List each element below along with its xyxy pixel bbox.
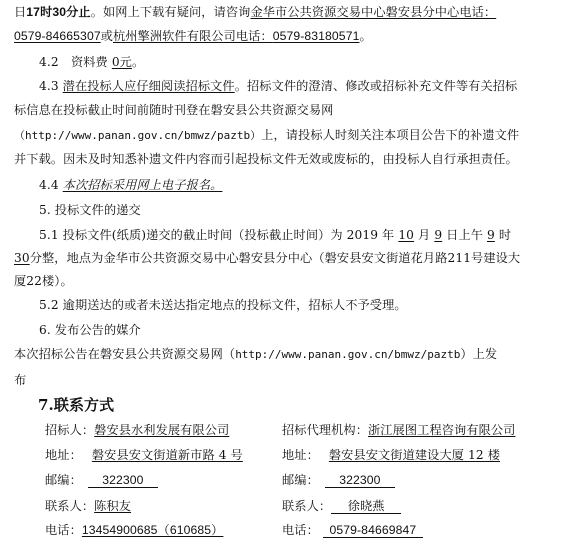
- section-5-heading: 5. 投标文件的递交: [39, 203, 141, 217]
- line-registration-deadline: 日17时30分止。如网上下载有疑问，请咨询金华市公共资源交易中心磐安县分中心电话：: [14, 5, 497, 19]
- section-7-heading: 7.联系方式: [38, 396, 115, 414]
- tenderer-name: 磐安县水利发展有限公司: [94, 423, 230, 437]
- line-5-1-end: 厦22楼）。: [14, 274, 73, 288]
- software-phone[interactable]: 0579-83180571: [272, 29, 360, 43]
- line-website: （http://www.panan.gov.cn/bmwz/paztb）上，请投标人时刻关注本项目公告下的补遗文件: [14, 128, 520, 142]
- line-5-2: 5.2 逾期送达的或者未送达指定地点的投标文件，招标人不予受理。: [39, 298, 407, 312]
- line-5-1-cont: 30分整，地点为金华市公共资源交易中心磐安县分中心（磐安县安文街道花月路211号建设大: [14, 251, 521, 265]
- center-phone[interactable]: 0579-84665307: [14, 29, 101, 43]
- agent-contact: 徐晓燕: [331, 499, 401, 514]
- line-6-text: 本次招标公告在磐安县公共资源交易网（http://www.panan.gov.cn/bmwz/paztb）上发: [14, 347, 498, 361]
- tenderer-address: 磐安县安文街道新市路 4 号: [91, 448, 243, 462]
- agent-phone[interactable]: 0579-84669847: [323, 523, 423, 538]
- line-4-4: 4.4 本次招标采用网上电子报名。: [39, 178, 223, 192]
- media-website-link[interactable]: http://www.panan.gov.cn/bmwz/paztb: [235, 348, 461, 361]
- line-fee: 4.2 资料费 0元。: [39, 55, 145, 69]
- agent-name: 浙江展图工程咨询有限公司: [368, 423, 516, 437]
- line-phone-numbers: 0579-84665307或杭州擎洲软件有限公司电话：0579-83180571。: [14, 29, 372, 43]
- line-5-1: 5.1 投标文件(纸质)递交的截止时间（投标截止时间）为 2019 年 10 月 9 日上午 9 时: [39, 228, 512, 242]
- agent-zip: 322300: [325, 473, 395, 488]
- tenderer-zip: 322300: [88, 473, 158, 488]
- agent-address: 磐安县安文街道建设大厦 12 楼: [328, 448, 500, 462]
- line-6-end: 布: [14, 373, 27, 387]
- website-link[interactable]: （http://www.panan.gov.cn/bmwz/paztb）: [14, 129, 262, 142]
- tenderer-contact: 陈积友: [94, 499, 132, 513]
- line-4-3-end: 并下载。因未及时知悉补遗文件内容而引起投标文件无效或废标的，由投标人自行承担责任。: [14, 152, 518, 166]
- line-4-3: 4.3 潜在投标人应仔细阅读招标文件。招标文件的澄清、修改或招标补充文件等有关招标: [39, 79, 518, 93]
- tenderer-phone[interactable]: 13454900685（610685）: [81, 523, 224, 537]
- line-4-3-cont: 标信息在投标截止时间前随时刊登在磐安县公共资源交易网: [14, 103, 334, 117]
- section-6-heading: 6. 发布公告的媒介: [39, 323, 141, 337]
- inquiry-phone-label: 金华市公共资源交易中心磐安县分中心电话：: [250, 5, 497, 19]
